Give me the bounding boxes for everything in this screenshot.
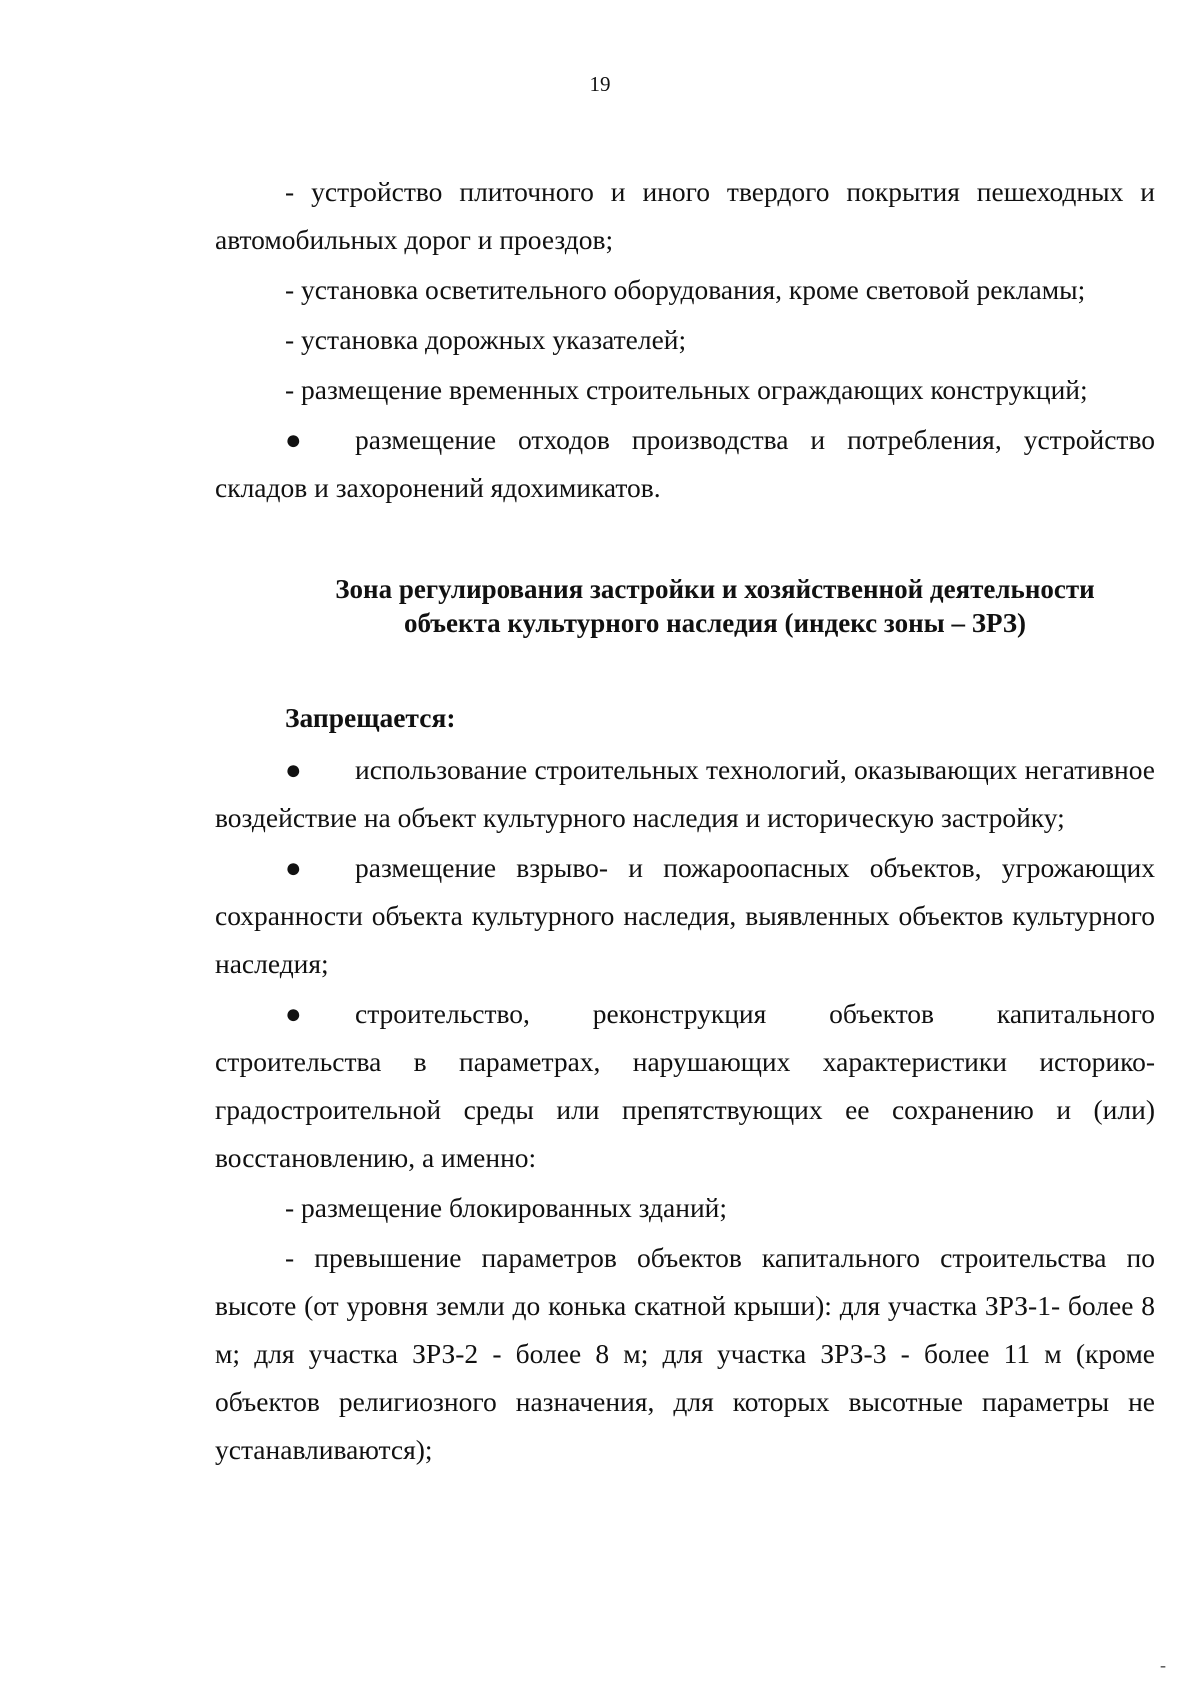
bullet-paragraph [215, 416, 1155, 512]
bullet-paragraph [215, 990, 1155, 1182]
bullet-paragraph [215, 844, 1155, 988]
section-heading [215, 572, 1155, 640]
intro-item: - установка осветительного оборудования, кроме световой рекламы; [285, 274, 1086, 305]
bullet-icon: ● [285, 424, 302, 455]
heading-line-1: Зона регулирования застройки и хозяйственной деятельности [335, 574, 1095, 604]
intro-item: - размещение временных строительных ограждающих конструкций; [285, 374, 1088, 405]
heading-line-2: объекта культурного наследия (индекс зоны – ЗРЗ) [403, 608, 1027, 638]
page-number: 19 [589, 72, 611, 96]
bullet-text: строительство, реконструкция объектов капитального строительства в параметрах, нарушающих характеристики историко-градостроительной среды или препятствующих ее сохранению и (или) восстановлению, а именно: [215, 998, 1155, 1173]
bullet-text: размещение взрыво- и пожароопасных объектов, угрожающих сохранности объекта культурного наследия, выявленных объектов культурного наследия; [215, 852, 1155, 979]
intro-item: - устройство плиточного и иного твердого покрытия пешеходных и автомобильных дорог и проездов; [215, 176, 1155, 255]
bullet-icon: ● [285, 852, 302, 883]
bullet-text: размещение отходов производства и потребления, устройство складов и захоронений ядохимикатов. [215, 424, 1155, 503]
corner-mark: ‐ [1160, 1655, 1166, 1675]
bullet-icon: ● [285, 754, 302, 785]
bullet-text: использование строительных технологий, оказывающих негативное воздействие на объект культурного наследия и историческую застройку; [215, 754, 1155, 833]
sub-item: - размещение блокированных зданий; [285, 1192, 728, 1223]
sub-item: - превышение параметров объектов капитального строительства по высоте (от уровня земли до конька скатной крыши): для участка ЗРЗ-1- более 8 м; для участка ЗРЗ-2 - более 8 м; для участка ЗРЗ-3 - более 11 м (кроме объектов религиозного назначения, для которых высотные параметры не устанавливаются); [215, 1242, 1155, 1465]
intro-item: - установка дорожных указателей; [285, 324, 687, 355]
bullet-icon: ● [285, 998, 302, 1029]
bullet-paragraph [215, 746, 1155, 842]
document-body [215, 168, 1155, 1476]
prohibited-label: Запрещается: [285, 702, 456, 733]
